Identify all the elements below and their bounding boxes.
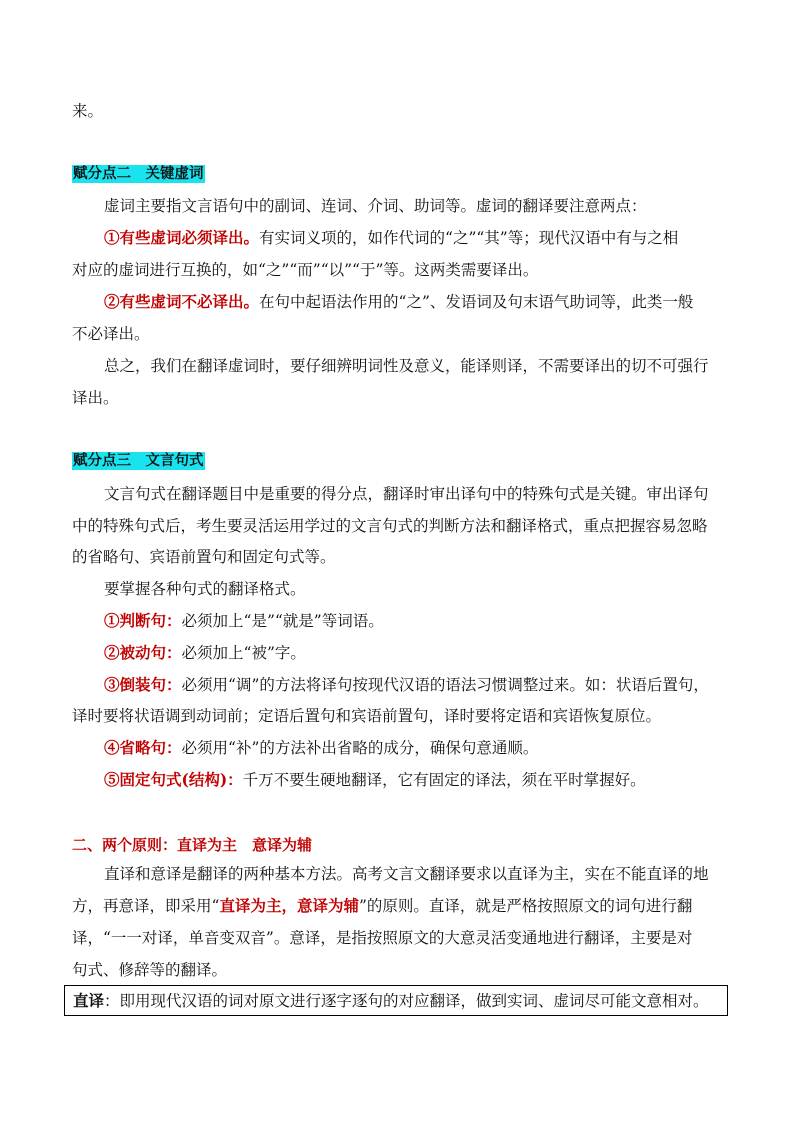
judgement-label: ①判断句： (104, 611, 182, 630)
point3-item-fixed (104, 770, 646, 790)
point2-summary: 总之，我们在翻译虚词时，要仔细辨明词性及意义，能译则译，不需要译出的切不可强行 (104, 357, 709, 375)
point3-item-inversion (104, 675, 709, 695)
point2-item2-text: 在句中起语法作用的“之”、发语词及句末语气助词等，此类一般 (259, 293, 694, 311)
point3-para1-line2: 中的特殊句式后，考生要灵活运用学过的文言句式的判断方法和翻译格式，重点把握容易忽略 (72, 517, 708, 535)
top-fragment: 来。 (72, 102, 104, 120)
section2-principle: 直译为主，意译为辅 (219, 896, 359, 915)
point2-intro: 虚词主要指文言语句中的副词、连词、介词、助词等。虚词的翻译要注意两点： (104, 197, 647, 215)
section2-para-line4: 句式、修辞等的翻译。 (72, 961, 228, 979)
fixed-text: 千万不要生硬地翻译，它有固定的译法，须在平时掌握好。 (242, 771, 646, 789)
point2-item2 (104, 292, 693, 312)
inversion-label: ③倒装句： (104, 675, 182, 694)
point2-item1 (104, 228, 678, 248)
section2-para: 直译和意译是翻译的两种基本方法。高考文言文翻译要求以直译为主，实在不能直译的地 (104, 865, 709, 883)
section2-para-post: ”的原则。直译，就是严格按照原文的词句进行翻 (358, 897, 693, 915)
point3-para1: 文言句式在翻译题目中是重要的得分点，翻译时审出译句中的特殊句式是关键。审出译句 (104, 485, 709, 503)
point3-para1-line3: 的省略句、宾语前置句和固定句式等。 (72, 548, 336, 566)
definition-body: ：即用现代汉语的词对原文进行逐字逐句的对应翻译，做到实词、虚词尽可能文意相对。 (104, 992, 709, 1010)
point2-item1-cont: 对应的虚词进行互换的，如“之”“而”“以”“于”等。这两类需要译出。 (72, 261, 539, 279)
passive-text: 必须加上“被”字。 (181, 644, 306, 662)
section2-para-line3: 译，“一一对译，单音变双音”。意译，是指按照原文的大意灵活变通地进行翻译，主要是对 (72, 929, 693, 947)
point3-para2: 要掌握各种句式的翻译格式。 (104, 580, 306, 598)
point3-item-inversion-cont: 译时要将状语调到动词前；定语后置句和宾语前置句，译时要将定语和宾语恢复原位。 (72, 707, 662, 725)
point2-item2-label: ②有些虚词不必译出。 (104, 292, 260, 311)
section2-para-pre: 方，再意译，即采用“ (72, 897, 220, 915)
point2-item1-text: 有实词义项的，如作代词的“之”“其”等；现代汉语中有与之相 (259, 229, 679, 247)
point2-summary-cont: 译出。 (72, 389, 119, 407)
point2-item2-cont: 不必译出。 (72, 325, 150, 343)
section2-para-line2 (72, 896, 692, 916)
inversion-text: 必须用“调”的方法将译句按现代汉语的语法习惯调整过来。如：状语后置句， (181, 676, 709, 694)
definition-text (73, 991, 709, 1011)
point3-item-judgement (104, 611, 384, 631)
ellipsis-label: ④省略句： (104, 738, 182, 757)
point3-item-ellipsis (104, 738, 538, 758)
section2-heading: 二、两个原则：直译为主 意译为辅 (72, 836, 313, 854)
point2-heading: 赋分点二 关键虚词 (73, 165, 204, 182)
passive-label: ②被动句： (104, 643, 182, 662)
definition-label: 直译 (73, 991, 105, 1010)
point3-item-passive (104, 643, 306, 663)
definition-box (64, 985, 728, 1016)
point3-heading: 赋分点三 文言句式 (73, 452, 204, 469)
ellipsis-text: 必须用“补”的方法补出省略的成分，确保句意通顺。 (181, 739, 539, 757)
judgement-text: 必须加上“是”“就是”等词语。 (181, 612, 384, 630)
fixed-label: ⑤固定句式(结构)： (104, 770, 243, 789)
point2-item1-label: ①有些虚词必须译出。 (104, 228, 260, 247)
